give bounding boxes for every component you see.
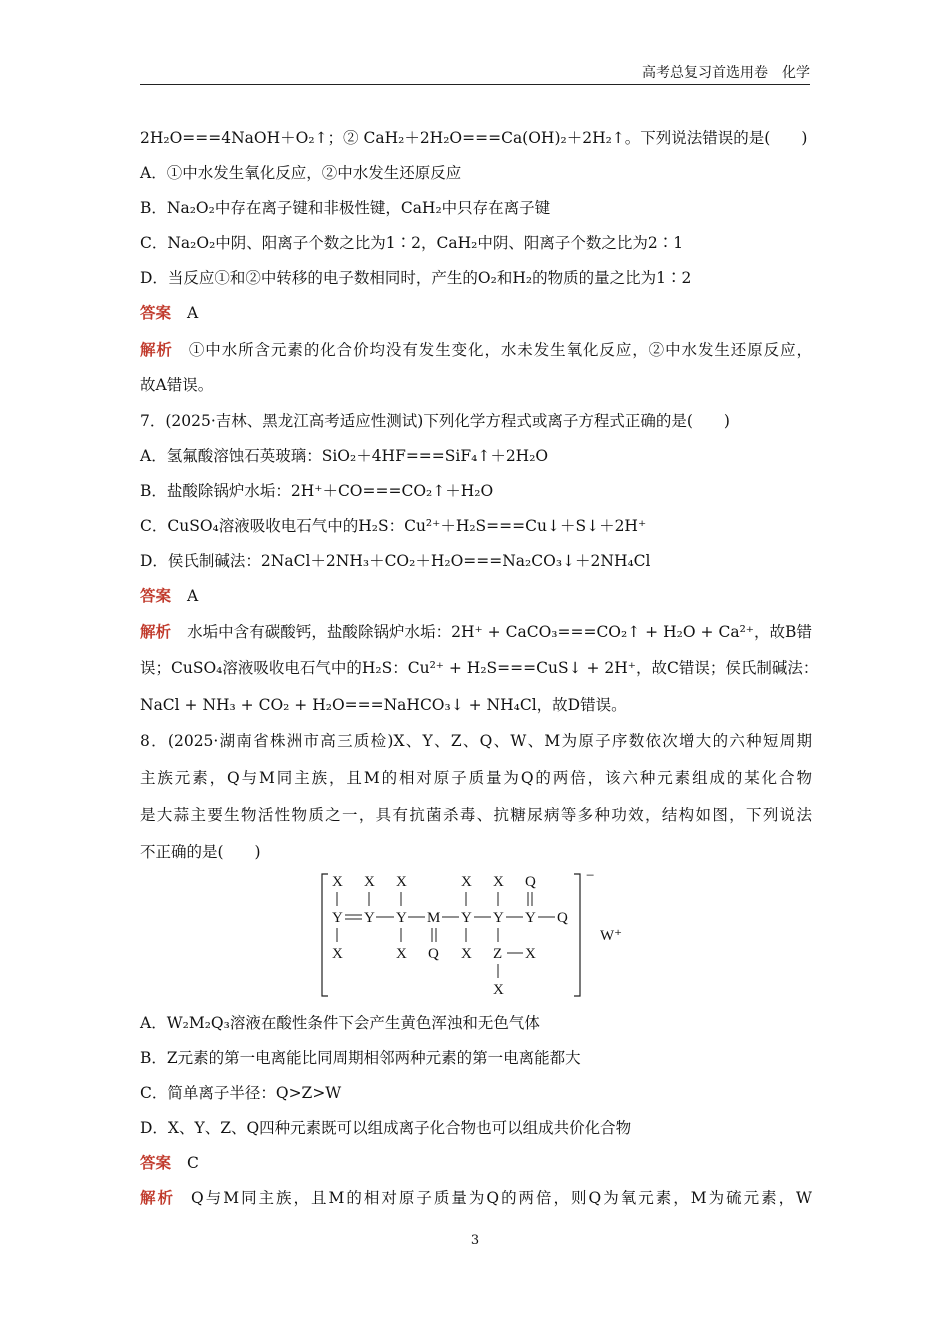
right-bracket	[574, 874, 580, 996]
q8-stem-line-4: 不正确的是( )	[140, 843, 261, 861]
answer-value: A	[187, 587, 199, 605]
analysis-label: 解析	[140, 623, 172, 641]
atom-x-bottom-3: X	[461, 946, 472, 962]
atom-x-top-4: X	[461, 874, 472, 890]
header-rule	[140, 84, 810, 85]
answer-label: 答案	[140, 304, 172, 322]
q8-option-b: B．Z元素的第一电离能比同周期相邻两种元素的第一电离能都大	[140, 1049, 581, 1067]
analysis-label: 解析	[140, 341, 173, 359]
q7-option-c: C．CuSO₄溶液吸收电石气中的H₂S：Cu²⁺＋H₂S===Cu↓＋S↓＋2H⁺	[140, 517, 647, 535]
atom-y-2: Y	[364, 910, 375, 926]
atom-y-4: Y	[461, 910, 472, 926]
page-number: 3	[470, 1233, 480, 1248]
q8-stem-line-2: 主族元素，Q与M同主族，且M的相对原子质量为Q的两倍，该六种元素组成的某化合物	[140, 769, 812, 787]
q6-option-c: C．Na₂O₂中阴、阳离子个数之比为1∶2，CaH₂中阴、阳离子个数之比为2∶1	[140, 234, 684, 252]
q8-stem-line-1: 8．(2025·湖南省株洲市高三质检)X、Y、Z、Q、W、M为原子序数依次增大的六种短周期	[140, 732, 812, 750]
q7-option-d: D．侯氏制碱法：2NaCl＋2NH₃＋CO₂＋H₂O===Na₂CO₃↓＋2NH₄Cl	[140, 552, 651, 570]
q8-stem-line-3: 是大蒜主要生物活性物质之一，具有抗菌杀毒、抗糖尿病等多种功效，结构如图，下列说法	[140, 806, 812, 824]
answer-value: A	[187, 304, 199, 322]
atom-y-3: Y	[396, 910, 407, 926]
structure-diagram	[318, 868, 658, 1000]
atom-z: Z	[493, 946, 503, 962]
cation-w: W⁺	[600, 928, 623, 944]
q6-stem-continuation: 2H₂O===4NaOH＋O₂↑；② CaH₂＋2H₂O===Ca(OH)₂＋2H₂↑。下列说法错误的是( )	[140, 129, 808, 147]
q8-option-d: D．X、Y、Z、Q四种元素既可以组成离子化合物也可以组成共价化合物	[140, 1119, 632, 1137]
analysis-text: ①中水所含元素的化合价均没有发生变化，水未发生氧化反应，②中水发生还原反应，	[188, 341, 812, 359]
analysis-text: 水垢中含有碳酸钙，盐酸除锅炉水垢：2H⁺ + CaCO₃===CO₂↑ + H₂O + Ca²⁺，故B错	[187, 623, 812, 641]
atom-y-6: Y	[525, 910, 536, 926]
q7-answer	[140, 585, 812, 607]
atom-x-bottom-4: X	[525, 946, 536, 962]
atom-q-end: Q	[557, 910, 568, 926]
q6-analysis-line-2: 故A错误。	[140, 376, 214, 394]
atom-x-top-1: X	[332, 874, 343, 890]
upper-bonds	[337, 892, 532, 906]
chain-bonds	[345, 915, 555, 919]
atom-y-1: Y	[332, 910, 343, 926]
q8-option-a: A．W₂M₂Q₃溶液在酸性条件下会产生黄色浑浊和无色气体	[140, 1014, 540, 1032]
atom-x-top-5: X	[493, 874, 504, 890]
atom-q-bottom: Q	[428, 946, 439, 962]
atom-q-top: Q	[525, 874, 536, 890]
q8-analysis-line-1	[140, 1187, 812, 1209]
q8-answer	[140, 1152, 812, 1174]
atom-x-bottom-2: X	[396, 946, 407, 962]
atom-y-5: Y	[493, 910, 504, 926]
atom-x-z-sub: X	[493, 982, 504, 998]
q6-option-b: B．Na₂O₂中存在离子键和非极性键，CaH₂中只存在离子键	[140, 199, 551, 217]
atom-x-bottom-1: X	[332, 946, 343, 962]
atom-x-top-2: X	[364, 874, 375, 890]
atom-m: M	[427, 910, 441, 926]
left-bracket	[322, 874, 328, 996]
analysis-label: 解析	[140, 1189, 175, 1207]
answer-label: 答案	[140, 1154, 172, 1172]
q7-option-a: A．氢氟酸溶蚀石英玻璃：SiO₂＋4HF===SiF₄↑＋2H₂O	[140, 447, 549, 465]
q6-option-d: D．当反应①和②中转移的电子数相同时，产生的O₂和H₂的物质的量之比为1∶2	[140, 269, 692, 287]
q8-option-c: C．简单离子半径：Q>Z>W	[140, 1084, 342, 1102]
q6-answer	[140, 302, 812, 324]
anion-charge: −	[586, 868, 595, 884]
q6-analysis-line-1	[140, 339, 812, 361]
page-header: 高考总复习首选用卷 化学	[642, 65, 810, 81]
q6-option-a: A．①中水发生氧化反应，②中水发生还原反应	[140, 164, 462, 182]
q7-stem: 7．(2025·吉林、黑龙江高考适应性测试)下列化学方程式或离子方程式正确的是( )	[140, 412, 730, 430]
atom-x-top-3: X	[396, 874, 407, 890]
answer-label: 答案	[140, 587, 172, 605]
analysis-text: Q与M同主族，且M的相对原子质量为Q的两倍，则Q为氧元素，M为硫元素，W	[191, 1189, 812, 1207]
q7-option-b: B．盐酸除锅炉水垢：2H⁺＋CO===CO₂↑＋H₂O	[140, 482, 494, 500]
answer-value: C	[187, 1154, 199, 1172]
q7-analysis-line-3: NaCl + NH₃ + CO₂ + H₂O===NaHCO₃↓ + NH₄Cl，故D错误。	[140, 696, 627, 714]
q7-analysis-line-1	[140, 621, 812, 643]
q7-analysis-line-2: 误；CuSO₄溶液吸收电石气中的H₂S：Cu²⁺ + H₂S===CuS↓ + 2H⁺，故C错误；侯氏制碱法：	[140, 659, 819, 677]
